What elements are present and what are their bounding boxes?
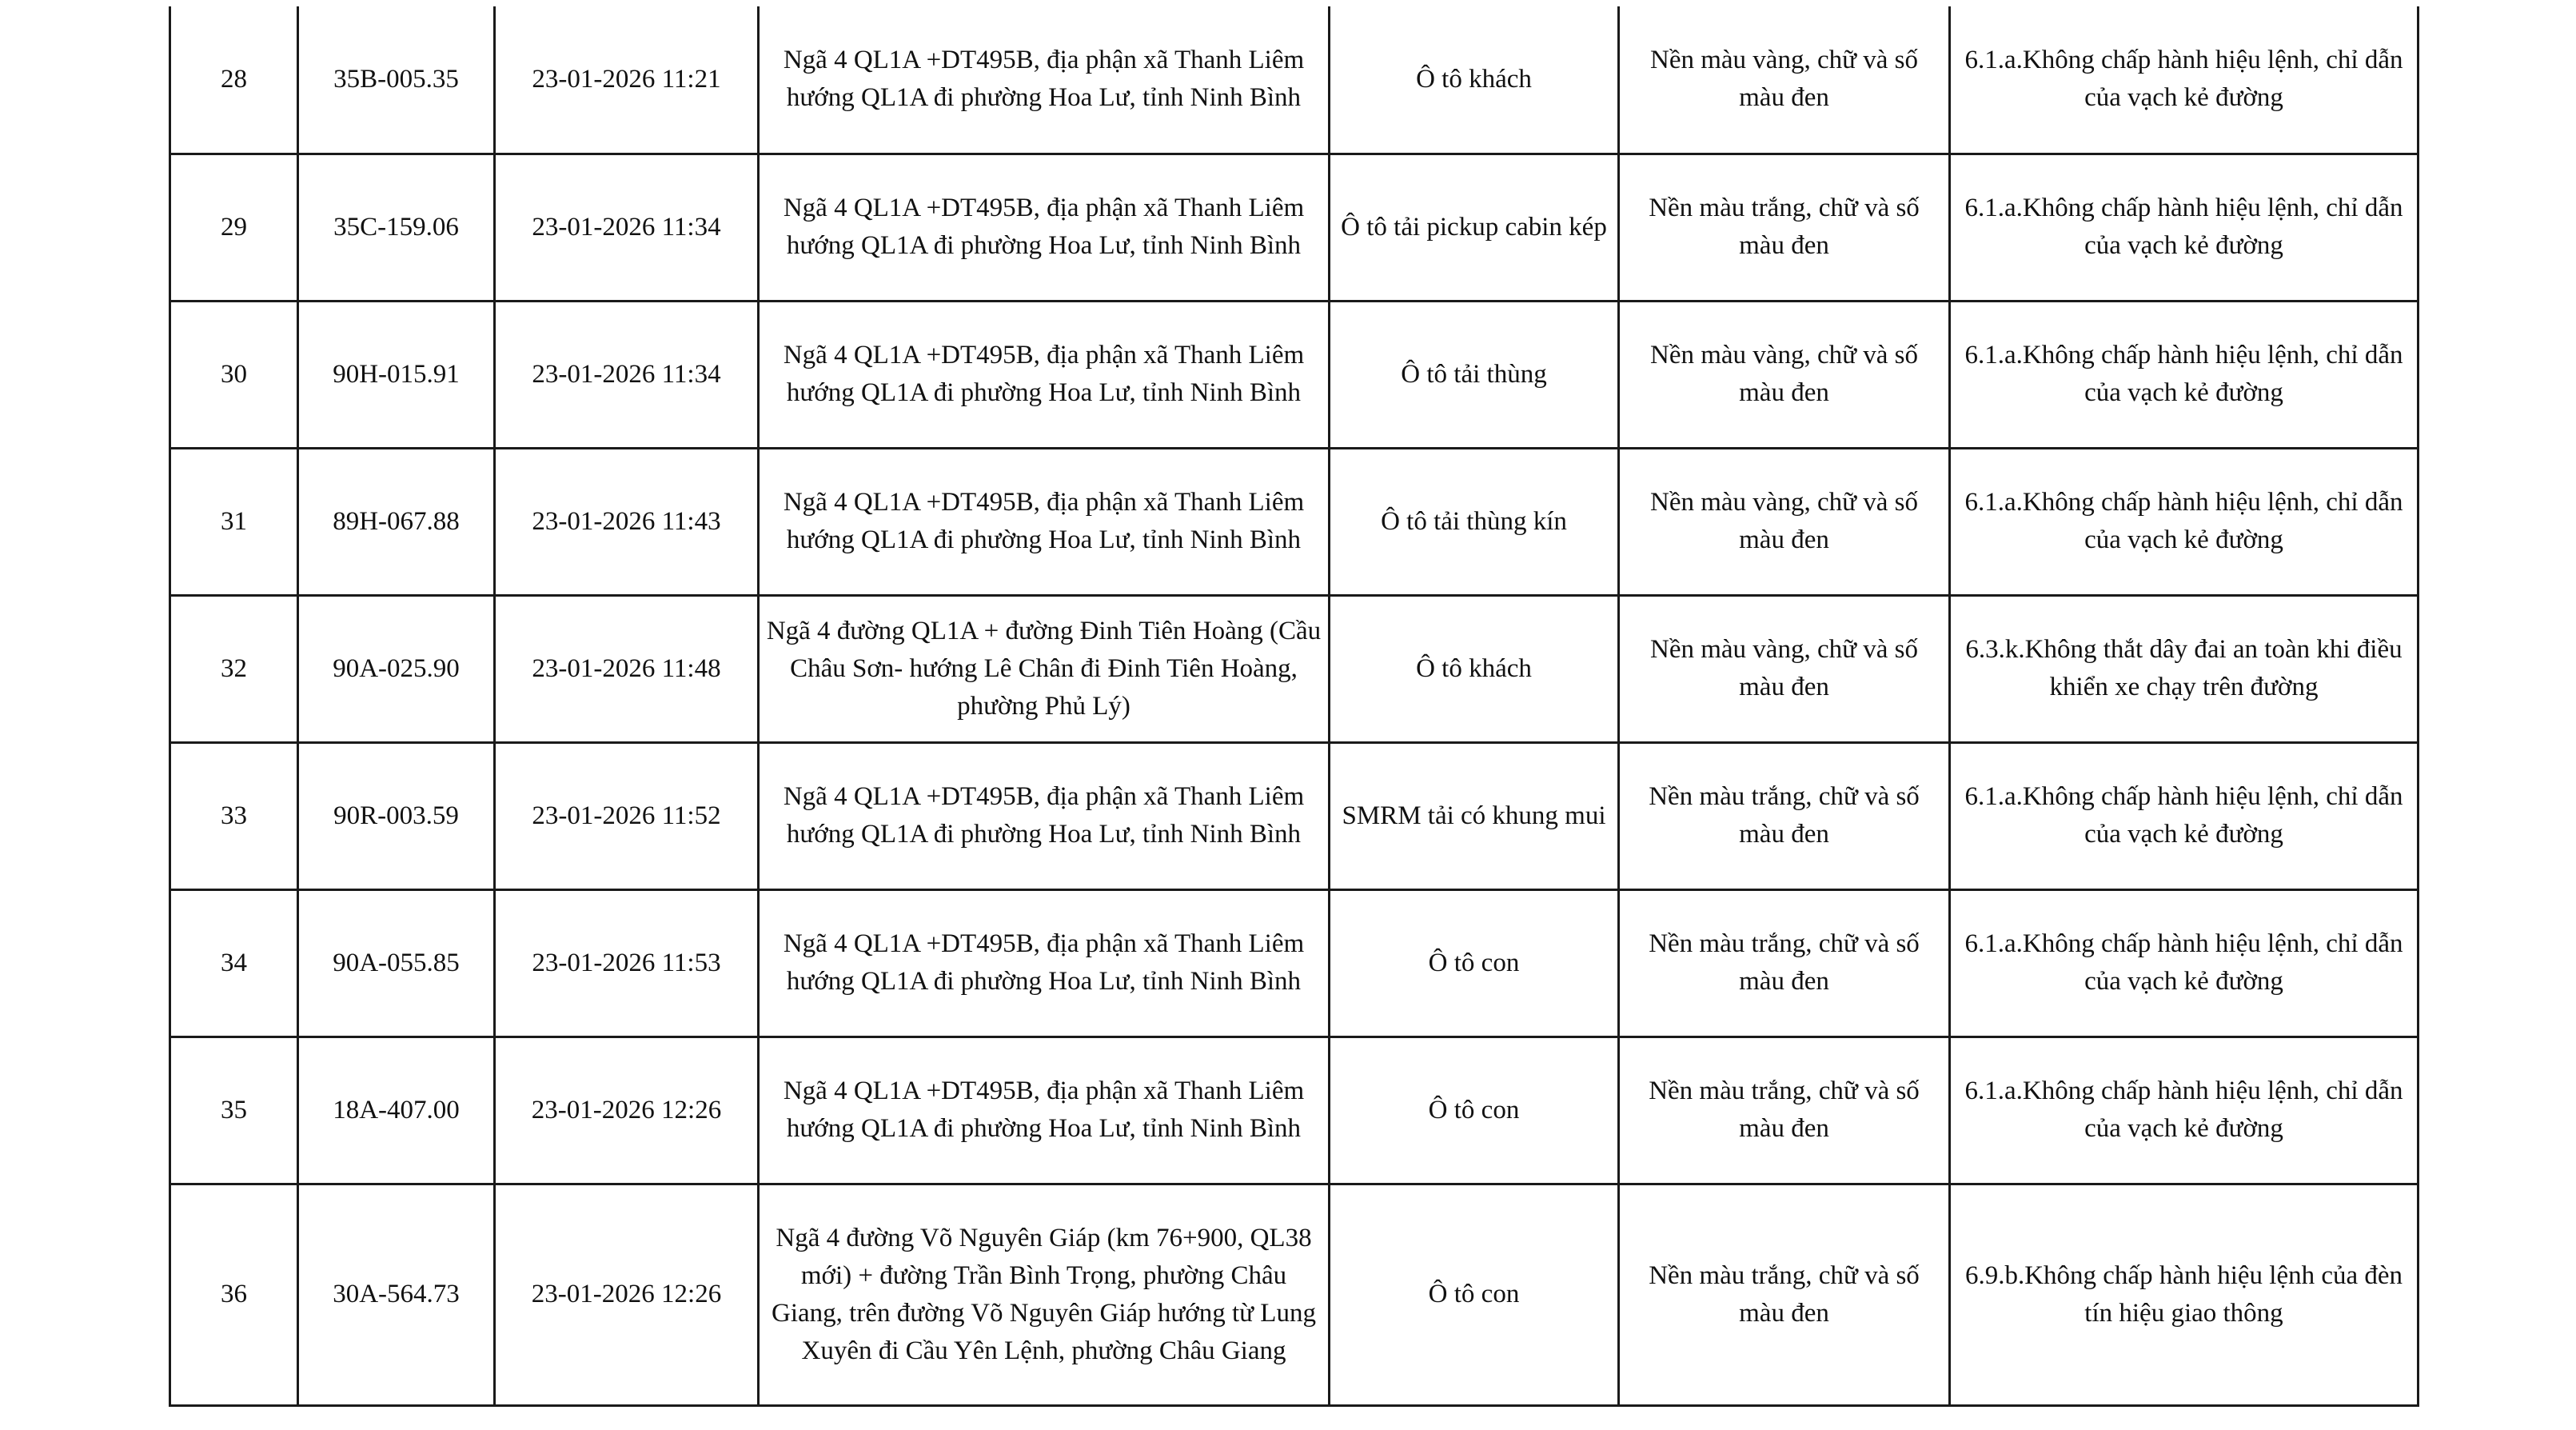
cell-stt: 35 <box>170 1037 298 1184</box>
table-row <box>170 448 2418 595</box>
table-row <box>170 154 2418 301</box>
cell-stt: 33 <box>170 742 298 889</box>
cell-stt: 29 <box>170 154 298 301</box>
cell-time: 23-01-2026 11:53 <box>495 889 759 1037</box>
cell-location: Ngã 4 QL1A +DT495B, địa phận xã Thanh Liêm hướng QL1A đi phường Hoa Lư, tỉnh Ninh Bình <box>759 1037 1330 1184</box>
cell-violation: 6.1.a.Không chấp hành hiệu lệnh, chỉ dẫn của vạch kẻ đường <box>1950 1037 2418 1184</box>
table-row <box>170 1037 2418 1184</box>
cell-violation: 6.1.a.Không chấp hành hiệu lệnh, chỉ dẫn của vạch kẻ đường <box>1950 154 2418 301</box>
cell-plate-color: Nền màu vàng, chữ và số màu đen <box>1619 301 1950 448</box>
cell-time: 23-01-2026 12:26 <box>495 1184 759 1405</box>
cell-time: 23-01-2026 12:26 <box>495 1037 759 1184</box>
cell-location: Ngã 4 QL1A +DT495B, địa phận xã Thanh Liêm hướng QL1A đi phường Hoa Lư, tỉnh Ninh Bình <box>759 448 1330 595</box>
cell-location: Ngã 4 QL1A +DT495B, địa phận xã Thanh Liêm hướng QL1A đi phường Hoa Lư, tỉnh Ninh Bình <box>759 889 1330 1037</box>
cell-time: 23-01-2026 11:43 <box>495 448 759 595</box>
cell-stt: 36 <box>170 1184 298 1405</box>
cell-stt: 34 <box>170 889 298 1037</box>
cell-plate-color: Nền màu vàng, chữ và số màu đen <box>1619 595 1950 742</box>
cell-vehicle-type: Ô tô tải thùng kín <box>1330 448 1619 595</box>
violations-table <box>169 6 2419 1407</box>
cell-vehicle-type: Ô tô khách <box>1330 595 1619 742</box>
cell-stt: 32 <box>170 595 298 742</box>
cell-stt: 31 <box>170 448 298 595</box>
cell-plate-color: Nền màu trắng, chữ và số màu đen <box>1619 1184 1950 1405</box>
cell-violation: 6.1.a.Không chấp hành hiệu lệnh, chỉ dẫn của vạch kẻ đường <box>1950 889 2418 1037</box>
cell-violation: 6.3.k.Không thắt dây đai an toàn khi điều khiển xe chạy trên đường <box>1950 595 2418 742</box>
table-row <box>170 889 2418 1037</box>
cell-plate-color: Nền màu vàng, chữ và số màu đen <box>1619 448 1950 595</box>
cell-plate: 90R-003.59 <box>298 742 495 889</box>
cell-vehicle-type: Ô tô tải pickup cabin kép <box>1330 154 1619 301</box>
cell-plate: 89H-067.88 <box>298 448 495 595</box>
cell-plate-color: Nền màu trắng, chữ và số màu đen <box>1619 889 1950 1037</box>
cell-time: 23-01-2026 11:52 <box>495 742 759 889</box>
cell-violation: 6.1.a.Không chấp hành hiệu lệnh, chỉ dẫn của vạch kẻ đường <box>1950 301 2418 448</box>
cell-violation: 6.1.a.Không chấp hành hiệu lệnh, chỉ dẫn của vạch kẻ đường <box>1950 448 2418 595</box>
cell-location: Ngã 4 QL1A +DT495B, địa phận xã Thanh Liêm hướng QL1A đi phường Hoa Lư, tỉnh Ninh Bình <box>759 154 1330 301</box>
cell-location: Ngã 4 đường QL1A + đường Đinh Tiên Hoàng (Cầu Châu Sơn- hướng Lê Chân đi Đinh Tiên Hoàng, phường Phủ Lý) <box>759 595 1330 742</box>
cell-location: Ngã 4 QL1A +DT495B, địa phận xã Thanh Liêm hướng QL1A đi phường Hoa Lư, tỉnh Ninh Bình <box>759 301 1330 448</box>
table-row <box>170 301 2418 448</box>
cell-time: 23-01-2026 11:48 <box>495 595 759 742</box>
cell-plate-color: Nền màu trắng, chữ và số màu đen <box>1619 154 1950 301</box>
cell-violation: 6.1.a.Không chấp hành hiệu lệnh, chỉ dẫn của vạch kẻ đường <box>1950 6 2418 154</box>
cell-vehicle-type: Ô tô khách <box>1330 6 1619 154</box>
cell-plate: 18A-407.00 <box>298 1037 495 1184</box>
cell-plate-color: Nền màu trắng, chữ và số màu đen <box>1619 1037 1950 1184</box>
cell-plate-color: Nền màu vàng, chữ và số màu đen <box>1619 6 1950 154</box>
cell-plate: 90A-055.85 <box>298 889 495 1037</box>
cell-plate: 35B-005.35 <box>298 6 495 154</box>
table-row <box>170 1184 2418 1405</box>
cell-time: 23-01-2026 11:34 <box>495 154 759 301</box>
cell-plate: 30A-564.73 <box>298 1184 495 1405</box>
cell-plate: 90H-015.91 <box>298 301 495 448</box>
cell-location: Ngã 4 đường Võ Nguyên Giáp (km 76+900, QL38 mới) + đường Trần Bình Trọng, phường Châu Giang, trên đường Võ Nguyên Giáp hướng từ Lung Xuyên đi Cầu Yên Lệnh, phường Châu Giang <box>759 1184 1330 1405</box>
cell-plate: 90A-025.90 <box>298 595 495 742</box>
cell-plate: 35C-159.06 <box>298 154 495 301</box>
cell-time: 23-01-2026 11:21 <box>495 6 759 154</box>
cell-time: 23-01-2026 11:34 <box>495 301 759 448</box>
cell-vehicle-type: Ô tô con <box>1330 1037 1619 1184</box>
cell-vehicle-type: Ô tô con <box>1330 889 1619 1037</box>
table-row <box>170 6 2418 154</box>
table-row <box>170 595 2418 742</box>
cell-vehicle-type: Ô tô tải thùng <box>1330 301 1619 448</box>
cell-stt: 28 <box>170 6 298 154</box>
cell-violation: 6.1.a.Không chấp hành hiệu lệnh, chỉ dẫn của vạch kẻ đường <box>1950 742 2418 889</box>
cell-vehicle-type: SMRM tải có khung mui <box>1330 742 1619 889</box>
table-row <box>170 742 2418 889</box>
cell-stt: 30 <box>170 301 298 448</box>
cell-plate-color: Nền màu trắng, chữ và số màu đen <box>1619 742 1950 889</box>
cell-vehicle-type: Ô tô con <box>1330 1184 1619 1405</box>
cell-violation: 6.9.b.Không chấp hành hiệu lệnh của đèn tín hiệu giao thông <box>1950 1184 2418 1405</box>
cell-location: Ngã 4 QL1A +DT495B, địa phận xã Thanh Liêm hướng QL1A đi phường Hoa Lư, tỉnh Ninh Bình <box>759 6 1330 154</box>
cell-location: Ngã 4 QL1A +DT495B, địa phận xã Thanh Liêm hướng QL1A đi phường Hoa Lư, tỉnh Ninh Bình <box>759 742 1330 889</box>
